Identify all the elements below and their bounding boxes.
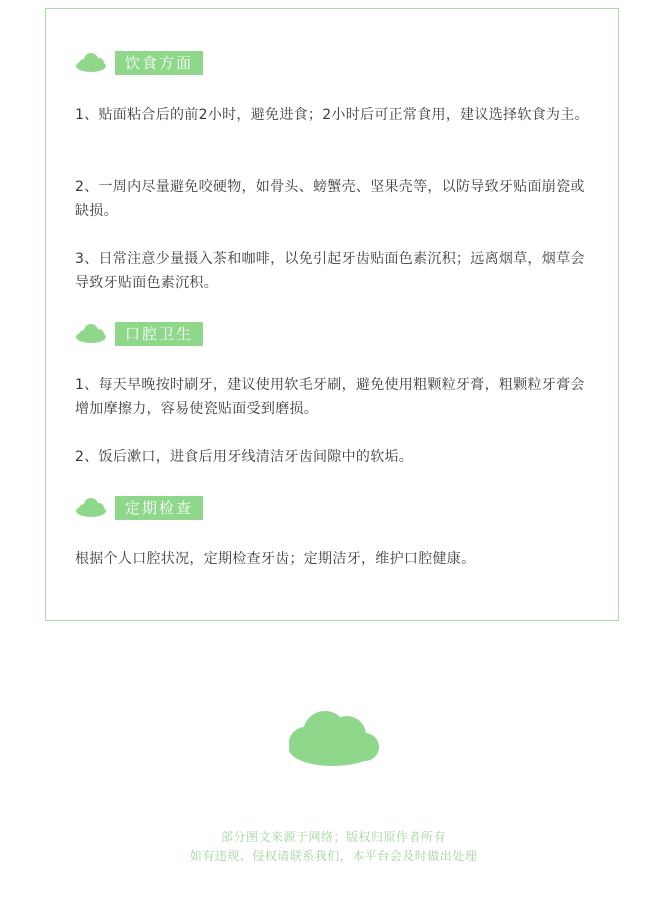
- paragraph: 1、贴面粘合后的前2小时，避免进食；2小时后可正常食用，建议选择软食为主。: [75, 107, 589, 123]
- content-card: [45, 8, 619, 621]
- section-header-checkup: [75, 496, 203, 520]
- section-title: 饮食方面: [115, 51, 203, 75]
- paragraph: 3、日常注意少量摄入茶和咖啡，以免引起牙齿贴面色素沉积；远离烟草，烟草会导致牙贴面色素沉积。: [75, 251, 585, 291]
- paragraph: 2、饭后漱口，进食后用牙线清洁牙齿间隙中的软垢。: [75, 449, 414, 465]
- paragraph: 1、每天早晚按时刷牙，建议使用软毛牙刷，避免使用粗颗粒牙膏，粗颗粒牙膏会增加摩擦力，容易使瓷贴面受到磨损。: [75, 377, 585, 417]
- section-header-oral-hygiene: [75, 322, 203, 346]
- paragraph: 2、一周内尽量避免咬硬物，如骨头、螃蟹壳、坚果壳等，以防导致牙贴面崩瓷或缺损。: [75, 179, 585, 219]
- cloud-icon: [75, 497, 107, 519]
- section-header-diet: [75, 51, 203, 75]
- footer-contact-line: 如有违规、侵权请联系我们，本平台会及时做出处理: [189, 849, 478, 863]
- footer-copyright-line: 部分图文来源于网络；版权归原作者所有: [220, 830, 446, 844]
- cloud-icon: [285, 705, 381, 769]
- cloud-icon: [75, 323, 107, 345]
- section-title: 口腔卫生: [115, 322, 203, 346]
- cloud-icon: [75, 52, 107, 74]
- paragraph: 根据个人口腔状况，定期检查牙齿；定期洁牙，维护口腔健康。: [75, 551, 476, 567]
- section-title: 定期检查: [115, 496, 203, 520]
